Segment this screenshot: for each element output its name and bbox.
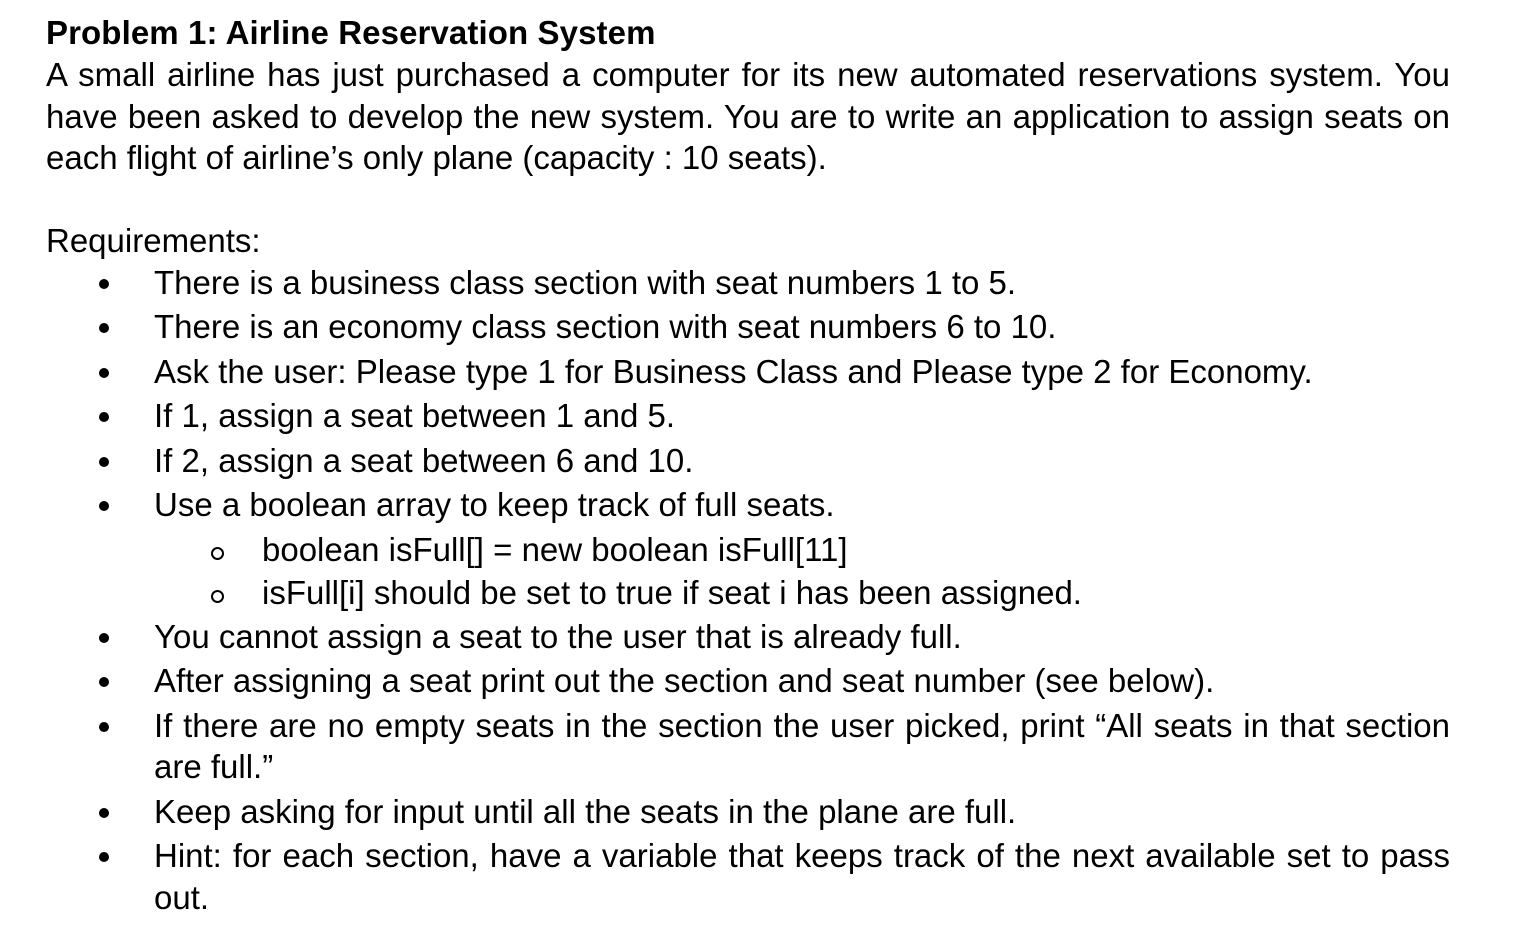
- list-item: [46, 660, 1450, 702]
- requirements-heading: Requirements:: [46, 221, 261, 259]
- list-item: [46, 616, 1450, 658]
- bullet-icon: [99, 677, 109, 687]
- list-item: [46, 306, 1450, 348]
- bullet-icon: [99, 412, 109, 422]
- list-item-text: Keep asking for input until all the seats in the plane are full.: [154, 792, 1017, 830]
- sub-list-item: [46, 572, 1450, 614]
- circle-bullet-icon: [211, 547, 224, 560]
- requirements-list-continued: [46, 616, 1450, 919]
- bullet-icon: [99, 808, 109, 818]
- list-item: [46, 835, 1450, 918]
- sub-list-item-text: isFull[i] should be set to true if seat i has been assigned.: [262, 574, 1082, 611]
- paragraph-spacer: [46, 179, 1450, 220]
- bullet-icon: [99, 323, 109, 333]
- list-item-text: After assigning a seat print out the section and seat number (see below).: [154, 662, 1215, 699]
- circle-bullet-icon: [211, 590, 224, 603]
- list-item-text: There is a business class section with seat numbers 1 to 5.: [154, 263, 1017, 301]
- list-item: [46, 395, 1450, 437]
- list-item-text: If 1, assign a seat between 1 and 5.: [154, 397, 676, 434]
- list-item: [46, 262, 1450, 304]
- sub-list-item-text: boolean isFull[] = new boolean isFull[11]: [262, 530, 848, 568]
- sub-list-item: [46, 529, 1450, 571]
- list-item-text: If there are no empty seats in the section the user picked, print “All seats in that section are full.”: [154, 706, 1450, 785]
- requirements-list: [46, 262, 1450, 526]
- intro-paragraph: A small airline has just purchased a computer for its new automated reservations system. You have been asked to develop the new system. You are to write an application to assign seats on each flight of airline’s only plane (capacity : 10 seats).: [46, 56, 1450, 176]
- problem-title: Problem 1: Airline Reservation System: [46, 14, 656, 51]
- bullet-icon: [99, 279, 109, 289]
- list-item-text: You cannot assign a seat to the user that is already full.: [154, 617, 962, 655]
- sub-list: [46, 529, 1450, 614]
- bullet-icon: [99, 722, 109, 732]
- list-item: [46, 440, 1450, 482]
- list-item-text: Use a boolean array to keep track of full seats.: [154, 486, 835, 523]
- bullet-icon: [99, 368, 109, 378]
- list-item-text: Hint: for each section, have a variable that keeps track of the next available set to pass out.: [154, 837, 1450, 916]
- list-item: [46, 791, 1450, 833]
- bullet-icon: [99, 852, 109, 862]
- list-item: [46, 705, 1450, 788]
- list-item-text: There is an economy class section with seat numbers 6 to 10.: [154, 308, 1057, 345]
- list-item: [46, 351, 1450, 393]
- bullet-icon: [99, 457, 109, 467]
- list-item-text: If 2, assign a seat between 6 and 10.: [154, 441, 694, 479]
- document-page: [46, 12, 1450, 921]
- list-item-text: Ask the user: Please type 1 for Business Class and Please type 2 for Economy.: [154, 352, 1313, 390]
- list-item: [46, 484, 1450, 526]
- bullet-icon: [99, 501, 109, 511]
- bullet-icon: [99, 633, 109, 643]
